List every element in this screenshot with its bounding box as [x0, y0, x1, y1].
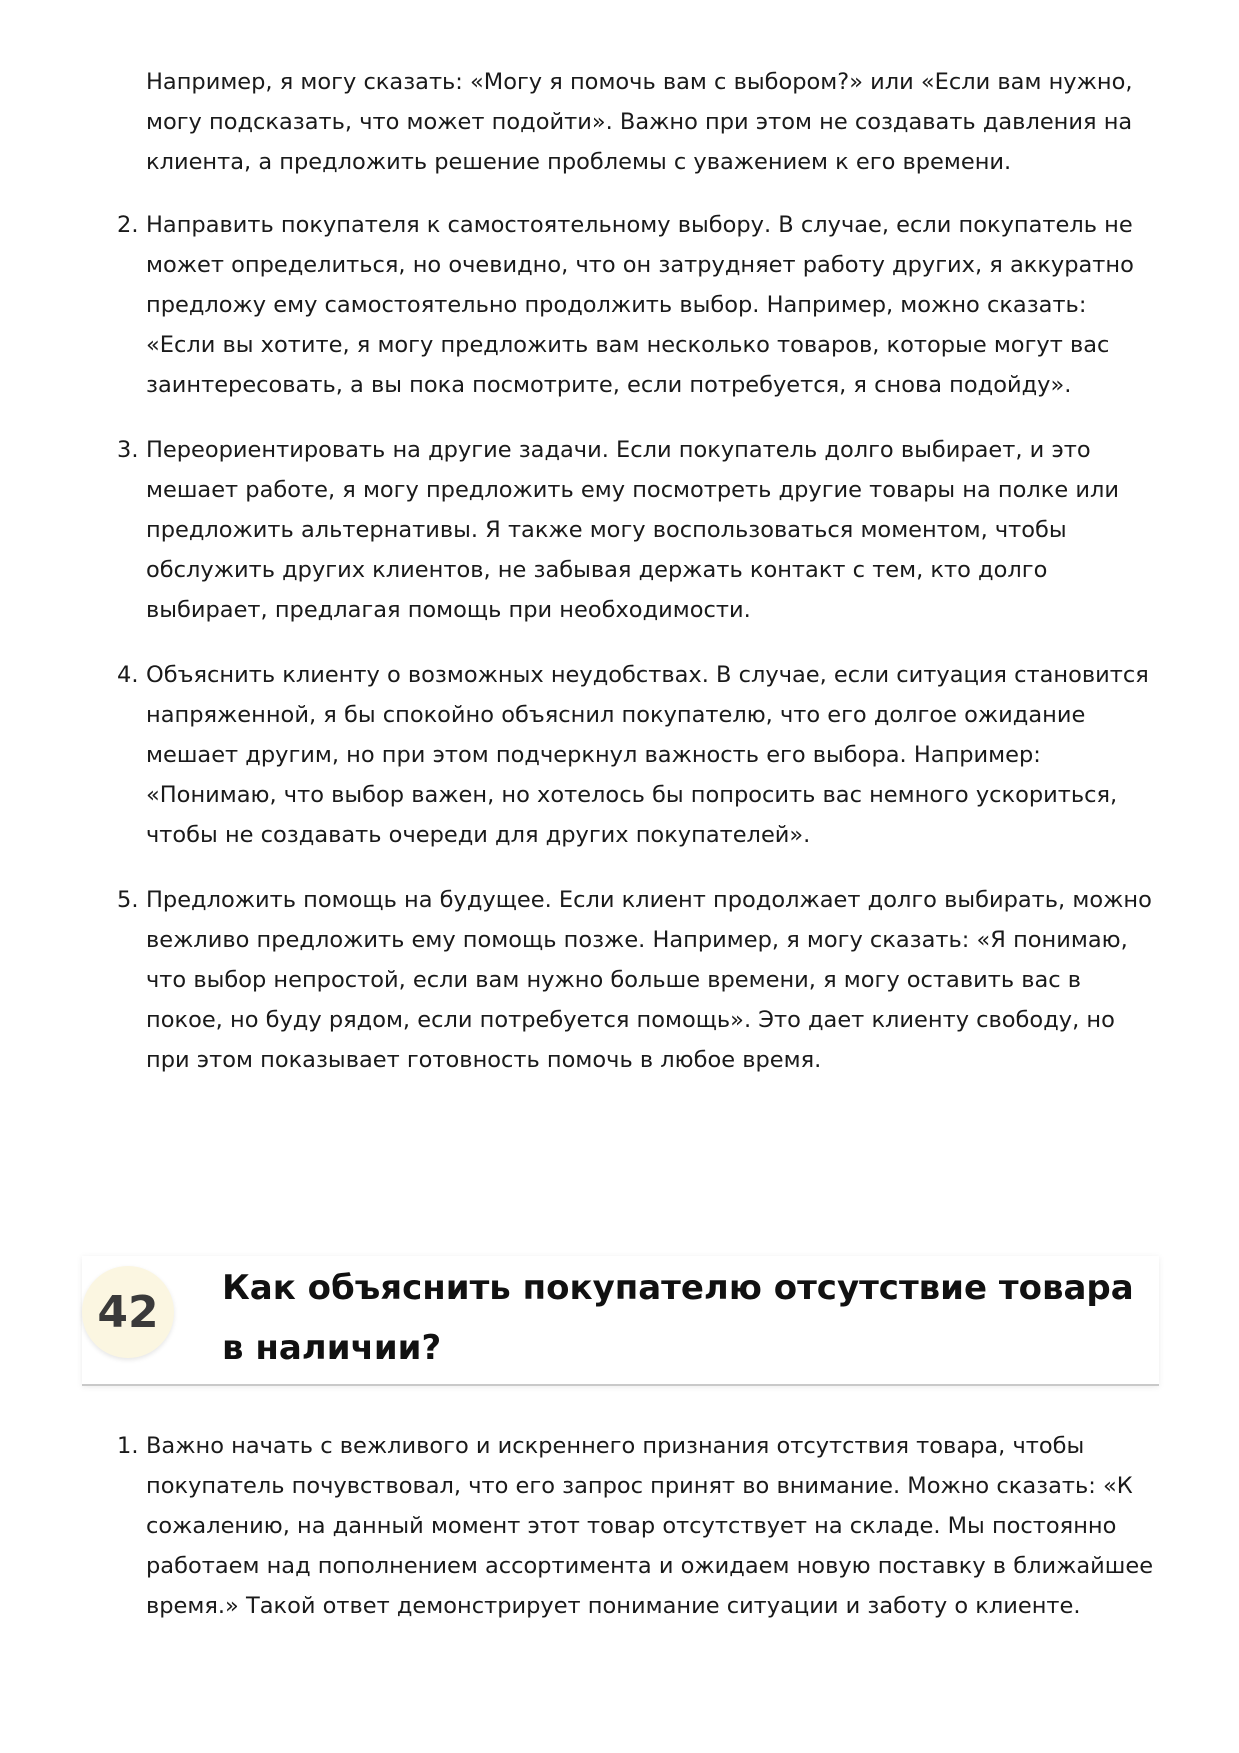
intro-paragraph: Например, я могу сказать: «Могу я помочь вам с выбором?» или «Если вам нужно, могу подсказать, что может подойти». Важно при этом не создавать давления на клиента, а предложить решение проблемы с уважением к его времени.	[146, 69, 1133, 175]
list-item-number: 2.	[117, 212, 139, 238]
section-title: Как объяснить покупателю отсутствие товара в наличии?	[222, 1268, 1134, 1368]
section-list-item-1	[117, 1426, 1156, 1626]
list-item-text: Объяснить клиенту о возможных неудобствах. В случае, если ситуация становится напряженной, я бы спокойно объяснил покупателю, что его долгое ожидание мешает другим, но при этом подчеркнул важность его выбора. Например: «Понимаю, что выбор важен, но хотелось бы попросить вас немного ускориться, чтобы не создавать очереди для других покупателей».	[146, 662, 1149, 848]
list-item-text: Предложить помощь на будущее. Если клиент продолжает долго выбирать, можно вежливо предложить ему помощь позже. Например, я могу сказать: «Я понимаю, что выбор непростой, если вам нужно больше времени, я могу оставить вас в покое, но буду рядом, если потребуется помощь». Это дает клиенту свободу, но при этом показывает готовность помочь в любое время.	[146, 887, 1152, 1073]
list-item-text: Переориентировать на другие задачи. Если покупатель долго выбирает, и это мешает работе, я могу предложить ему посмотреть другие товары на полке или предложить альтернативы. Я также могу воспользоваться моментом, чтобы обслужить других клиентов, не забывая держать контакт с тем, кто долго выбирает, предлагая помощь при необходимости.	[146, 437, 1119, 623]
list-item-text: Направить покупателя к самостоятельному выбору. В случае, если покупатель не может определиться, но очевидно, что он затрудняет работу других, я аккуратно предложу ему самостоятельно продолжить выбор. Например, можно сказать: «Если вы хотите, я могу предложить вам несколько товаров, которые могут вас заинтересовать, а вы пока посмотрите, если потребуется, я снова подойду».	[146, 212, 1134, 398]
list-item-text: Важно начать с вежливого и искреннего признания отсутствия товара, чтобы покупатель почувствовал, что его запрос принят во внимание. Можно сказать: «К сожалению, на данный момент этот товар отсутствует на складе. Мы постоянно работаем над пополнением ассортимента и ожидаем новую поставку в ближайшее время.» Такой ответ демонстрирует понимание ситуации и заботу о клиенте.	[146, 1433, 1154, 1619]
list-item-number: 5.	[117, 887, 139, 913]
list-item-5	[117, 880, 1156, 1080]
list-item-number: 3.	[117, 437, 139, 463]
section-number-badge: 42	[82, 1266, 174, 1358]
list-item-3	[117, 430, 1156, 630]
list-item-2	[117, 205, 1156, 405]
list-item-number: 1.	[117, 1433, 139, 1459]
list-item-4	[117, 655, 1156, 855]
list-item-number: 4.	[117, 662, 139, 688]
